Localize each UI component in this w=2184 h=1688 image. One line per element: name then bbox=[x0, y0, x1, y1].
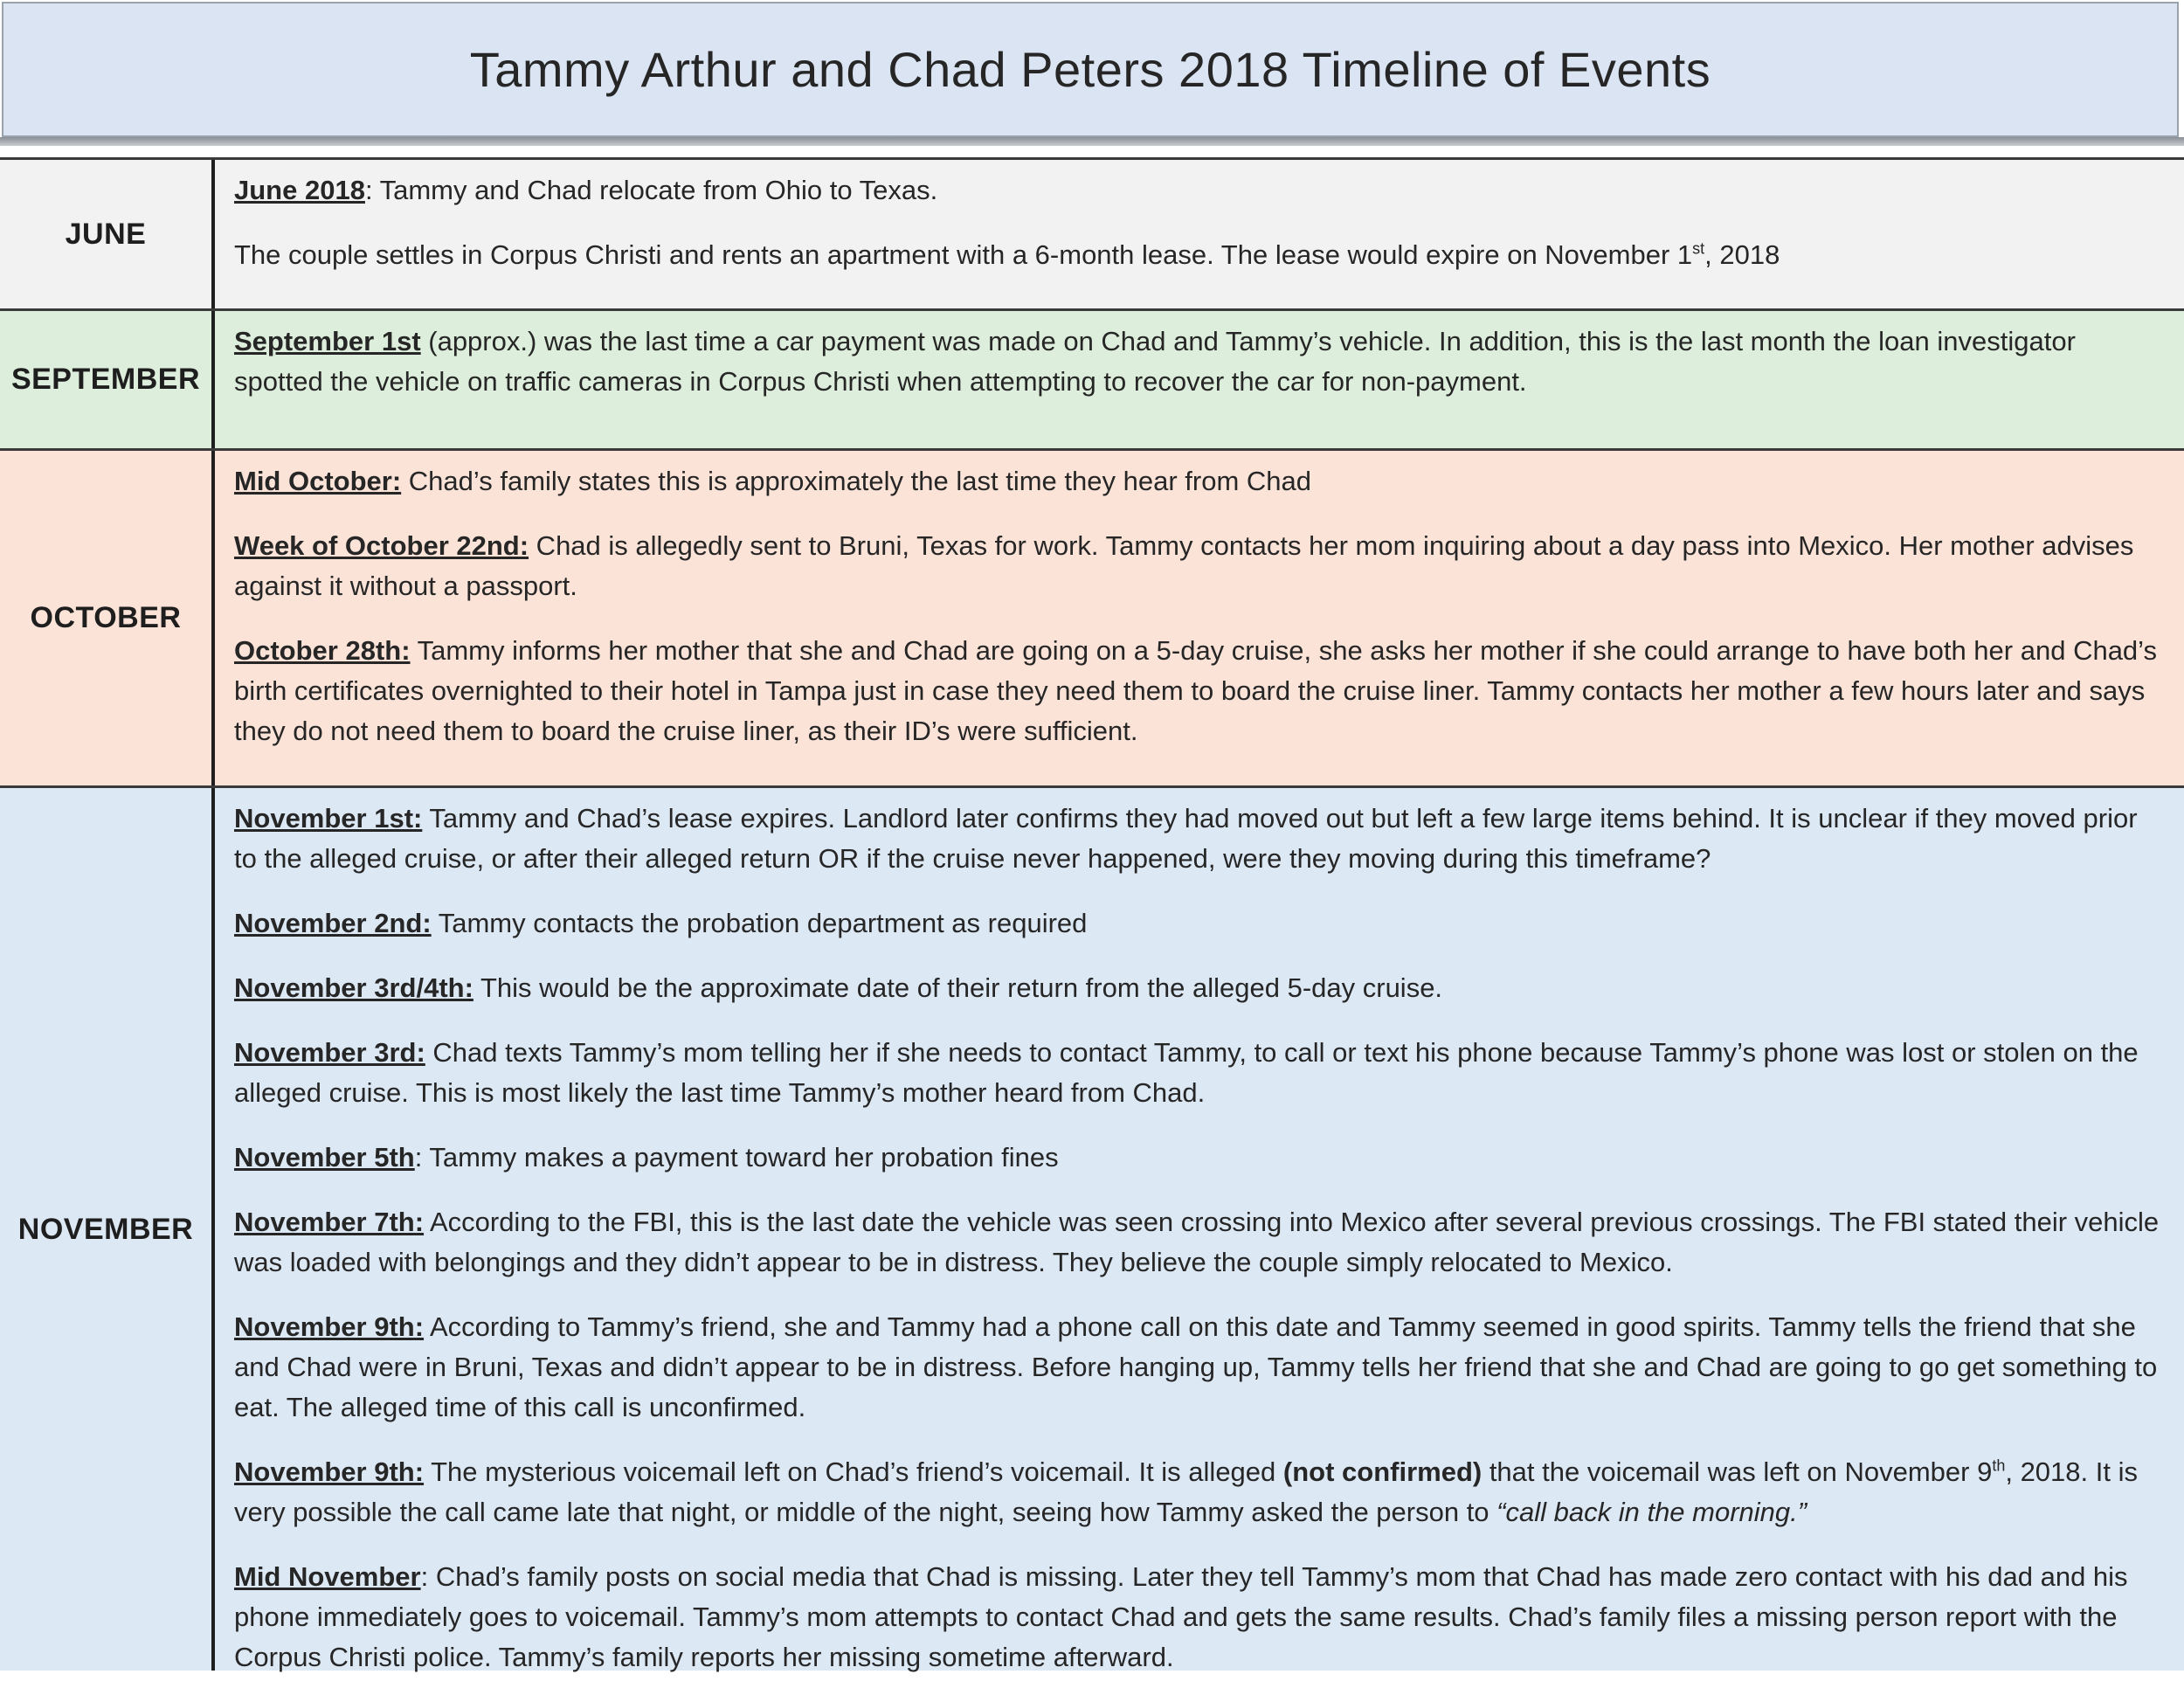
event-text: Chad’s family posts on social media that Chad is missing. Later they tell Tammy’s mom that Chad has made zero contact with his dad and his phone immediately goes to voicemail. Tammy’s mom attempts to contact Chad and gets the same results. Chad’s family files a missing person report with the Corpus Christi police. Tammy’s family reports her missing sometime afterward. bbox=[234, 1561, 2128, 1672]
event-entry bbox=[234, 322, 2167, 402]
month-label-june: JUNE bbox=[0, 160, 215, 308]
event-text: According to Tammy’s friend, she and Tammy had a phone call on this date and Tammy seemed in good spirits. Tammy tells the friend that she and Chad were in Bruni, Texas and didn’t appear to be in distress. Before hanging up, Tammy tells her friend that she and Chad are going to go get something to eat. The alleged time of this call is unconfirmed. bbox=[234, 1311, 2158, 1422]
event-entry bbox=[234, 1307, 2167, 1428]
event-text: According to the FBI, this is the last date the vehicle was seen crossing into Mexico after several previous crossings. The FBI stated their vehicle was loaded with belongings and they didn’t appear to be in distress. They believe the couple simply relocated to Mexico. bbox=[234, 1207, 2160, 1277]
page-title: Tammy Arthur and Chad Peters 2018 Timeline of Events bbox=[469, 42, 1711, 97]
event-text: This would be the approximate date of their return from the alleged 5-day cruise. bbox=[473, 972, 1443, 1003]
event-text: The mysterious voicemail left on Chad’s friend’s voicemail. It is alleged bbox=[424, 1456, 1283, 1487]
event-date: November 3rd: bbox=[234, 1037, 425, 1068]
title-bar bbox=[2, 2, 2179, 137]
june-events bbox=[215, 160, 2184, 308]
event-date: June 2018 bbox=[234, 175, 365, 205]
event-entry bbox=[234, 1033, 2167, 1113]
event-entry bbox=[234, 799, 2167, 879]
event-text: Tammy informs her mother that she and Chad are going on a 5-day cruise, she asks her mother if she could arrange to have both her and Chad’s birth certificates overnighted to their hotel in Tampa just in case they need them to board the cruise liner. Tammy contacts her mother a few hours later and says they do not need them to board the cruise liner, as their ID’s were sufficient. bbox=[234, 635, 2158, 746]
event-text: Tammy contacts the probation department as required bbox=[431, 908, 1088, 938]
october-events bbox=[215, 451, 2184, 785]
event-text: (approx.) was the last time a car payment was made on Chad and Tammy’s vehicle. In addition, this is the last month the loan investigator spotted the vehicle on traffic cameras in Corpus Christi when attempting to recover the car for non-payment. bbox=[234, 326, 2076, 397]
event-entry bbox=[234, 526, 2167, 606]
month-label-october: OCTOBER bbox=[0, 451, 215, 785]
event-text: Tammy and Chad’s lease expires. Landlord later confirms they had moved out but left a few large items behind. It is unclear if they moved prior to the alleged cruise, or after their alleged return OR if the cruise never happened, were they moving during this timeframe? bbox=[234, 803, 2138, 874]
event-text: Tammy makes a payment toward her probation fines bbox=[422, 1142, 1059, 1173]
event-date: Mid October: bbox=[234, 466, 402, 496]
event-entry bbox=[234, 631, 2167, 751]
event-date: Mid November bbox=[234, 1561, 421, 1592]
event-entry: June 2018: Tammy and Chad relocate from Ohio to Texas. bbox=[234, 175, 938, 205]
event-text: The couple settles in Corpus Christi and rents an apartment with a 6-month lease. The lease would expire on November 1 bbox=[234, 239, 1693, 270]
event-entry: The couple settles in Corpus Christi and rents an apartment with a 6-month lease. The lease would expire on November 1st, 2018 bbox=[234, 239, 1780, 270]
title-divider bbox=[0, 137, 2184, 146]
event-entry: Mid November: Chad’s family posts on social media that Chad is missing. Later they tell Tammy’s mom that Chad has made zero contact with his dad and his phone immediately goes to voicemail. Tammy’s mom attempts to contact Chad and gets the same results. Chad’s family files a missing person report with the Corpus Christi police. Tammy’s family reports her missing sometime afterward. bbox=[234, 1561, 2128, 1672]
event-text: Chad texts Tammy’s mom telling her if she needs to contact Tammy, to call or text his phone because Tammy’s phone was lost or stolen on the alleged cruise. This is most likely the last time Tammy’s mother heard from Chad. bbox=[234, 1037, 2139, 1108]
event-date: November 9th: bbox=[234, 1311, 425, 1342]
june-section bbox=[0, 160, 2184, 311]
event-date: November 1st: bbox=[234, 803, 423, 834]
event-entry bbox=[234, 1202, 2167, 1283]
event-entry bbox=[234, 461, 2167, 502]
event-date: September 1st bbox=[234, 326, 421, 356]
event-entry: November 9th: The mysterious voicemail left on Chad’s friend’s voicemail. It is alleged (not confirmed) that the voicemail was left on November 9th, 2018. It is very possible the call came late that night, or middle of the night, seeing how Tammy asked the person to “call back in the morning.” bbox=[234, 1456, 2138, 1527]
event-entry bbox=[234, 968, 2167, 1008]
event-date: November 7th: bbox=[234, 1207, 425, 1237]
month-label-november: NOVEMBER bbox=[0, 788, 215, 1671]
november-section bbox=[0, 788, 2184, 1671]
october-section bbox=[0, 451, 2184, 788]
timeline-table bbox=[0, 157, 2184, 1671]
event-date: Week of October 22nd: bbox=[234, 530, 529, 561]
event-date: November 3rd/4th: bbox=[234, 972, 473, 1003]
event-text: Chad’s family states this is approximately the last time they hear from Chad bbox=[401, 466, 1311, 496]
event-entry bbox=[234, 903, 2167, 944]
event-date: November 2nd: bbox=[234, 908, 432, 938]
event-entry: November 5th: Tammy makes a payment toward her probation fines bbox=[234, 1142, 1059, 1173]
event-date: November 5th bbox=[234, 1142, 415, 1173]
event-text: Tammy and Chad relocate from Ohio to Texas. bbox=[372, 175, 938, 205]
quote-text: “call back in the morning.” bbox=[1496, 1497, 1807, 1527]
event-date: November 9th: bbox=[234, 1456, 425, 1487]
event-date: October 28th: bbox=[234, 635, 411, 666]
november-events bbox=[215, 788, 2184, 1671]
event-text: Chad is allegedly sent to Bruni, Texas for work. Tammy contacts her mom inquiring about a day pass into Mexico. Her mother advises against it without a passport. bbox=[234, 530, 2134, 601]
emphasis-text: (not confirmed) bbox=[1282, 1456, 1482, 1487]
september-section bbox=[0, 311, 2184, 451]
month-label-september: SEPTEMBER bbox=[0, 311, 215, 448]
september-events bbox=[215, 311, 2184, 448]
